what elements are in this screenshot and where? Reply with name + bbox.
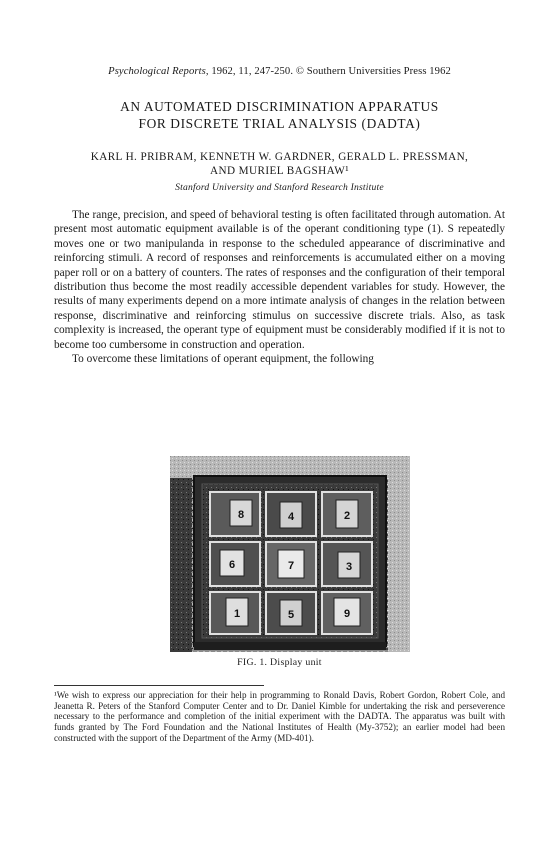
- panel-label-6: 3: [345, 561, 353, 573]
- figure-caption: FIG. 1. Display unit: [237, 657, 322, 668]
- footnote: ¹We wish to express our appreciation for their help in programming to Ronald Davis, Robert Gordon, Robert Cole, and Jeanetta R. Peters of the Stanford Computer Center and to Dr. Daniel Kimble for undertaking the risk and perseverence necessary to the performance and completion of the initial experiment with the DADTA. The apparatus was built with funds granted by The Ford Foundation and the National Institutes of Health (My-3752); an earlier model had been constructed with the support of the Department of the Army (MD-401).: [54, 690, 505, 743]
- photo-left-edge: [170, 478, 192, 652]
- author-list: [0, 150, 559, 178]
- photo-right-edge: [388, 478, 410, 652]
- title-line-1: AN AUTOMATED DISCRIMINATION APPARATUS: [120, 99, 439, 114]
- panel-label-2: 4: [287, 511, 295, 523]
- panel-label-4: 6: [228, 559, 236, 571]
- citation-info: 1962, 11, 247-250. © Southern Universities Press 1962: [208, 66, 451, 77]
- authors-line-2: AND MURIEL BAGSHAW¹: [210, 165, 349, 177]
- display-unit-photo: [170, 456, 410, 652]
- paragraph-2: To overcome these limitations of operant equipment, the following: [72, 353, 374, 366]
- panel-label-8: 5: [287, 609, 295, 621]
- photo-top-area: [170, 456, 410, 478]
- paragraph-1: The range, precision, and speed of behavioral testing is often facilitated through automation. At present most automatic equipment available is of the operant conditioning type (1). S repeatedly moves one or two manipulanda in response to the scheduled appearance of discriminative and reinforcing stimuli. A record of responses and reinforcements is accumulated either on a moving paper roll or on a battery of counters. The rates of responses and the configuration of their temporal distribution thus become the most readily accessible dependent variables for study. However, the results of many experiments depend on a more intimate analysis of changes in the relation between response, discriminative and reinforcing stimulus on successive discrete trials. Also, as task complexity is increased, the operant type of equipment must be considerably modified if it is not to become too cumbersome in construction and operation.: [54, 209, 505, 351]
- figure-display-unit-photo: [170, 456, 410, 652]
- panel-label-1: 8: [237, 509, 245, 521]
- panel-label-3: 2: [343, 510, 351, 522]
- running-header: [0, 66, 559, 77]
- affiliation: Stanford University and Stanford Research Institute: [175, 182, 384, 193]
- authors-line-1: KARL H. PRIBRAM, KENNETH W. GARDNER, GERALD L. PRESSMAN,: [90, 151, 469, 163]
- panel-label-5: 7: [287, 560, 295, 572]
- cabinet-base: [194, 642, 386, 650]
- footnote-rule: [54, 685, 264, 686]
- title-line-2: FOR DISCRETE TRIAL ANALYSIS (DADTA): [138, 116, 421, 131]
- panel-label-7: 1: [233, 608, 241, 620]
- panel-label-9: 9: [343, 608, 351, 620]
- journal-name: Psychological Reports,: [108, 66, 209, 77]
- article-body: [54, 208, 505, 366]
- article-title: [0, 98, 559, 132]
